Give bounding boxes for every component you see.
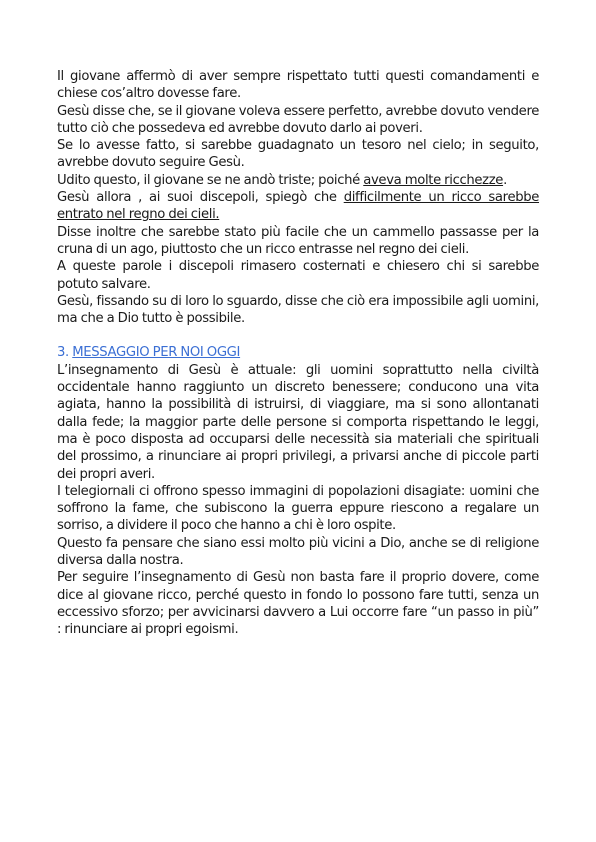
paragraph: Per seguire l’insegnamento di Gesù non basta fare il proprio dovere, come dice al giovane ricco, perché questo in fondo lo possono fare tutti, senza un eccessivo sforzo; per avvicinarsi davvero a Lui occorre fare “un passo in più” : rinunciare ai propri egoismi. (57, 570, 539, 638)
paragraph: Disse inoltre che sarebbe stato più facile che un cammello passasse per la cruna di un ago, piuttosto che un ricco entrasse nel regno dei cieli. (57, 224, 539, 257)
paragraph (57, 172, 539, 189)
paragraph: Gesù disse che, se il giovane voleva essere perfetto, avrebbe dovuto vendere tutto ciò che possedeva ed avrebbe dovuto darlo ai poveri. (57, 103, 539, 136)
paragraph (57, 189, 539, 224)
paragraph: I telegiornali ci offrono spesso immagini di popolazioni disagiate: uomini che soffrono la fame, che subiscono la guerra eppure riescono a regalare un sorriso, a dividere il poco che hanno a chi è loro ospite. (57, 483, 539, 534)
text-run: Gesù allora , ai suoi discepoli, spiegò che (57, 190, 344, 206)
paragraph: L’insegnamento di Gesù è attuale: gli uomini soprattutto nella civiltà occidentale hanno raggiunto un discreto benessere; conducono una vita agiata, hanno la possibilità di istruirsi, di viaggiare, ma si sono allontanati dalla fede; la maggior parte delle persone si comporta rispettando le leggi, ma è poco disposta ad occuparsi delle necessità sia materiali che spirituali del prossimo, a rinunciare ai propri privilegi, a privarsi anche di piccole parti dei propri averi. (57, 362, 539, 482)
paragraph: A queste parole i discepoli rimasero costernati e chiesero chi si sarebbe potuto salvare. (57, 259, 539, 292)
text-run: . (503, 172, 507, 188)
paragraph: Il giovane affermò di aver sempre rispettato tutti questi comandamenti e chiese cos’altro dovesse fare. (57, 69, 539, 102)
paragraph: Se lo avesse fatto, si sarebbe guadagnato un tesoro nel cielo; in seguito, avrebbe dovuto seguire Gesù. (57, 138, 539, 171)
paragraph: Questo fa pensare che siano essi molto più vicini a Dio, anche se di religione diversa dalla nostra. (57, 535, 539, 569)
text-run: Udito questo, il giovane se ne andò triste; poiché (57, 172, 364, 188)
underlined-text: aveva molte ricchezze (363, 172, 504, 188)
document-page (57, 68, 539, 639)
underlined-text: difficilmente un ricco sarebbe entrato nel regno dei cieli. (57, 190, 540, 223)
paragraph: Gesù, fissando su di loro lo sguardo, disse che ciò era impossibile agli uomini, ma che a Dio tutto è possibile. (57, 293, 539, 327)
section-number: 3. (57, 345, 69, 361)
section-title-link[interactable]: MESSAGGIO PER NOI OGGI (72, 345, 241, 361)
section-heading (57, 344, 539, 361)
